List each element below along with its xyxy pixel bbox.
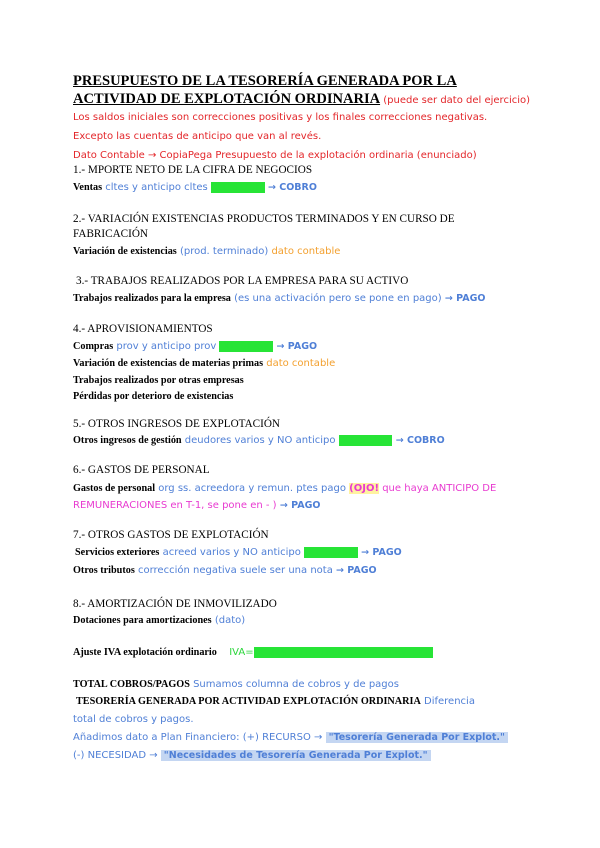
s4-compras-arrow: → PAGO: [273, 341, 318, 352]
iva-row: [73, 645, 433, 660]
s4-var-orange: dato contable: [263, 358, 336, 369]
s1-ventas-text: cltes y anticipo cltes: [102, 182, 211, 193]
doc-title-line1: PRESUPUESTO DE LA TESORERÍA GENERADA POR LA: [73, 73, 457, 89]
s7-trib-arrow: → PAGO: [336, 565, 377, 576]
s8-heading: 8.- AMORTIZACIÓN DE INMOVILIZADO: [73, 598, 277, 610]
tes-row: [76, 694, 475, 709]
s6-ojo: (OJO!: [349, 483, 380, 494]
s8-row: [73, 613, 245, 628]
tes-blue1: Diferencia: [420, 696, 475, 707]
s5-blue: deudores varios y NO anticipo: [181, 435, 339, 446]
s2-heading-line1: 2.- VARIACIÓN EXISTENCIAS PRODUCTOS TERMINADOS Y EN CURSO DE: [73, 213, 455, 225]
s5-label: Otros ingresos de gestión: [73, 435, 182, 446]
s7-serv-label: Servicios exteriores: [75, 547, 160, 558]
tes-blue2: total de cobros y pagos.: [73, 714, 194, 725]
s1-ventas-label: Ventas: [73, 182, 103, 193]
s4-compras-label: Compras: [73, 341, 114, 352]
s4-compras-text: prov y anticipo prov: [113, 341, 220, 352]
s5-arrow: → COBRO: [392, 435, 445, 446]
s1-ventas-row: [73, 180, 317, 195]
s7-trib-label: Otros tributos: [73, 565, 135, 576]
plan-row: [73, 730, 508, 745]
s4-var-label: Variación de existencias de materias primas: [73, 358, 264, 369]
intro-line3: Dato Contable → CopiaPega Presupuesto de la explotación ordinaria (enunciado): [73, 150, 477, 161]
s6-magenta-line2: REMUNERACIONES en T-1, se pone en - ): [73, 500, 277, 511]
s4-perd-label: Pérdidas por deterioro de existencias: [73, 391, 234, 402]
s8-blue: (dato): [211, 615, 246, 626]
s4-compras-row: [73, 339, 317, 354]
s5-highlight: X1 SI/SF: [339, 435, 393, 446]
s4-trab-label: Trabajos realizados por otras empresas: [73, 375, 244, 386]
s4-var-row: [73, 356, 335, 371]
s7-heading: 7.- OTROS GASTOS DE EXPLOTACIÓN: [73, 529, 269, 541]
neces-text: (-) NECESIDAD →: [73, 750, 161, 761]
doc-title-line2-row: [73, 90, 530, 108]
s4-compras-highlight: X1 SI/SF: [219, 341, 273, 352]
intro-line1: Los saldos iniciales son correcciones positivas y los finales correcciones negativas.: [73, 112, 488, 123]
intro-line2: Excepto las cuentas de anticipo que van al revés.: [73, 131, 322, 142]
tes-label: TESORERÍA GENERADA POR ACTIVIDAD EXPLOTACIÓN ORDINARIA: [76, 696, 421, 707]
s6-arrow: → PAGO: [276, 500, 321, 511]
plan-highlight-recurso: "Tesorería Generada Por Explot.": [326, 732, 508, 743]
s1-heading: 1.- MPORTE NETO DE LA CIFRA DE NEGOCIOS: [73, 164, 313, 176]
s7-serv-arrow: → PAGO: [357, 547, 402, 558]
iva-green: IVA=: [229, 647, 254, 658]
s1-ventas-arrow: → COBRO: [264, 182, 317, 193]
s4-heading: 4.- APROVISIONAMIENTOS: [73, 323, 213, 335]
s2-row: [73, 244, 340, 259]
doc-title-line2: ACTIVIDAD DE EXPLOTACIÓN ORDINARIA: [73, 91, 381, 107]
s3-label: Trabajos realizados para la empresa: [73, 293, 231, 304]
s7-serv-blue: acreed varios y NO anticipo: [159, 547, 305, 558]
s7-trib-blue: corrección negativa suele ser una nota: [134, 565, 336, 576]
s3-blue: (es una activación pero se pone en pago): [230, 293, 445, 304]
totals-row: [73, 677, 399, 692]
iva-label: Ajuste IVA explotación ordinario: [73, 647, 217, 658]
title-note: (puede ser dato del ejercicio): [380, 95, 531, 106]
plan-highlight-necesidad: "Necesidades de Tesorería Generada Por Explot.": [161, 750, 431, 761]
s1-ventas-highlight: X1 SI/SF: [211, 182, 265, 193]
s3-row: [73, 291, 485, 306]
s2-orange: dato contable: [271, 246, 341, 257]
s5-row: [73, 433, 445, 448]
s7-serv-row: [75, 545, 402, 560]
s3-arrow: → PAGO: [444, 293, 486, 304]
plan-text: Añadimos dato a Plan Financiero: (+) RECURSO →: [73, 732, 326, 743]
s6-magenta-line1: que haya ANTICIPO DE: [379, 483, 497, 494]
s2-blue: (prod. terminado): [176, 246, 272, 257]
s6-heading: 6.- GASTOS DE PERSONAL: [73, 464, 210, 476]
s2-heading-line2: FABRICACIÓN: [73, 228, 149, 240]
s7-trib-row: [73, 563, 377, 578]
s3-heading: 3.- TRABAJOS REALIZADOS POR LA EMPRESA PARA SU ACTIVO: [76, 275, 409, 287]
s8-label: Dotaciones para amortizaciones: [73, 615, 212, 626]
totals-blue: Sumamos columna de cobros y de pagos: [189, 679, 399, 690]
s6-row2: [73, 498, 320, 513]
iva-highlight: X 21% IVTA+IMGR-COMPR-SERV EXT: [254, 647, 434, 658]
totals-label: TOTAL COBROS/PAGOS: [73, 679, 190, 690]
s5-heading: 5.- OTROS INGRESOS DE EXPLOTACIÓN: [73, 418, 281, 430]
s6-row1: [73, 481, 496, 496]
neces-row: [73, 748, 431, 763]
s6-blue: org ss. acreedora y remun. ptes pago: [155, 483, 350, 494]
s2-label: Variación de existencias: [73, 246, 177, 257]
s6-label: Gastos de personal: [73, 483, 156, 494]
s7-serv-highlight: X1 SI/SF: [304, 547, 358, 558]
